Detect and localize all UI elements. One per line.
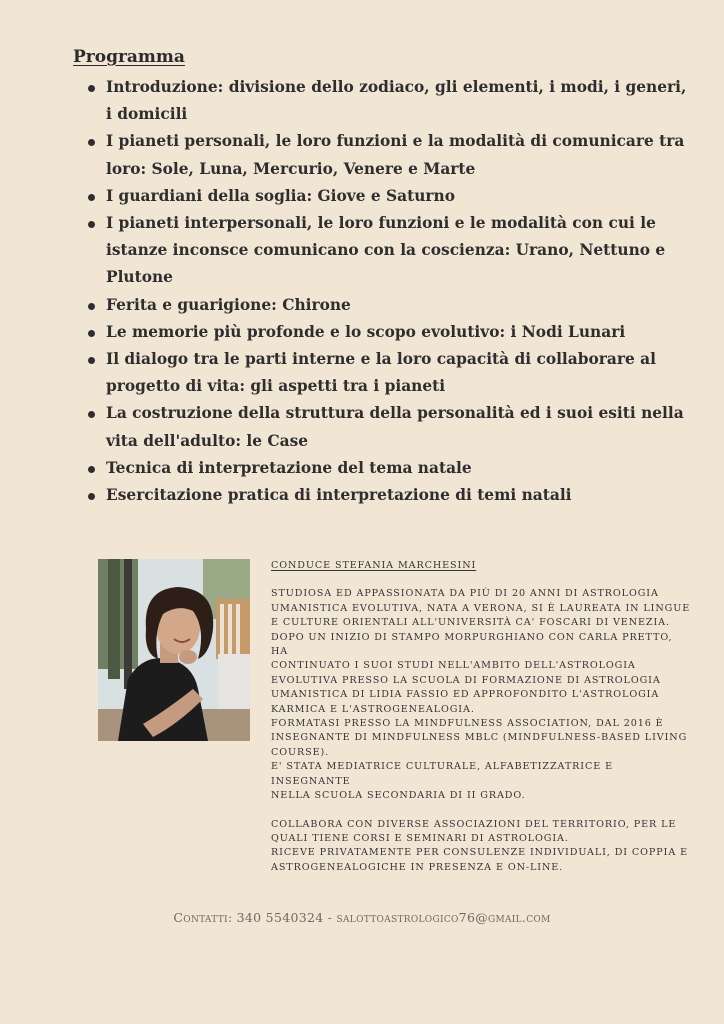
program-item: I guardiani della soglia: Giove e Saturno xyxy=(88,183,688,210)
program-item: Ferita e guarigione: Chirone xyxy=(88,292,688,319)
bio-title: CONDUCE STEFANIA MARCHESINI xyxy=(271,560,477,571)
bio-line: E' STATA MEDIATRICE CULTURALE, ALFABETIZZATRICE E INSEGNANTE xyxy=(271,761,613,787)
portrait-illustration xyxy=(98,559,250,741)
portrait-photo xyxy=(98,559,250,741)
bio-line: KARMICA E L'ASTROGENEALOGIA. xyxy=(271,703,475,715)
bio-line: UMANISTICA EVOLUTIVA, NATA A VERONA, SI È LAUREATA IN LINGUE xyxy=(271,602,691,614)
bio-line: STUDIOSA ED APPASSIONATA DA PIÙ DI 20 ANNI DI ASTROLOGIA xyxy=(271,588,659,600)
bullet-icon xyxy=(88,139,95,146)
bullet-icon xyxy=(88,194,95,201)
bio-line: DOPO UN INIZIO DI STAMPO MORPURGHIANO CON CARLA PRETTO, HA xyxy=(271,631,673,658)
bio-line: UMANISTICA DI LIDIA FASSIO ED APPROFONDITO L'ASTROLOGIA xyxy=(271,689,660,701)
bio-section xyxy=(271,559,691,875)
bio-line: CONTINUATO I SUOI STUDI NELL'AMBITO DELL'ASTROLOGIA xyxy=(271,660,636,672)
bio-line: INSEGNANTE DI MINDFULNESS MBLC (MINDFULNESS-BASED LIVING xyxy=(271,732,688,744)
bio-line: COURSE). xyxy=(271,746,330,758)
program-list xyxy=(88,74,688,509)
bio-line: FORMATASI PRESSO LA MINDFULNESS ASSOCIATION, DAL 2016 È xyxy=(271,718,664,730)
program-item: Introduzione: divisione dello zodiaco, gli elementi, i modi, i generi, i domicili xyxy=(88,74,688,128)
bullet-icon xyxy=(88,357,95,364)
program-item: Le memorie più profonde e lo scopo evolutivo: i Nodi Lunari xyxy=(88,319,688,346)
bullet-icon xyxy=(88,303,95,310)
bio-line: QUALI TIENE CORSI E SEMINARI DI ASTROLOGIA. xyxy=(271,832,569,844)
contacts-footer: Contatti: 340 5540324 - salottoastrologico76@gmail.com xyxy=(173,910,551,925)
bio-line: ASTROGENEALOGICHE IN PRESENZA E ON-LINE. xyxy=(271,861,564,873)
program-item: I pianeti personali, le loro funzioni e la modalità di comunicare tra loro: Sole, Luna, Mercurio, Venere e Marte xyxy=(88,128,688,182)
program-item: La costruzione della struttura della personalità ed i suoi esiti nella vita dell'adulto: le Case xyxy=(88,400,688,454)
program-item: I pianeti interpersonali, le loro funzioni e le modalità con cui le istanze inconsce comunicano con la coscienza: Urano, Nettuno e Plutone xyxy=(88,210,688,292)
bullet-icon xyxy=(88,85,95,92)
program-item: Esercitazione pratica di interpretazione di temi natali xyxy=(88,482,688,509)
program-heading: Programma xyxy=(73,47,185,67)
bullet-icon xyxy=(88,493,95,500)
bio-line: E CULTURE ORIENTALI ALL'UNIVERSITÀ CA' FOSCARI DI VENEZIA. xyxy=(271,617,670,629)
bio-line: EVOLUTIVA PRESSO LA SCUOLA DI FORMAZIONE DI ASTROLOGIA xyxy=(271,674,661,686)
bio-line: RICEVE PRIVATAMENTE PER CONSULENZE INDIVIDUALI, DI COPPIA E xyxy=(271,847,689,859)
bio-line: COLLABORA CON DIVERSE ASSOCIAZIONI DEL TERRITORIO, PER LE xyxy=(271,818,677,830)
bio-line: NELLA SCUOLA SECONDARIA DI II GRADO. xyxy=(271,790,526,802)
bullet-icon xyxy=(88,466,95,473)
program-item: Il dialogo tra le parti interne e la loro capacità di collaborare al progetto di vita: gli aspetti tra i pianeti xyxy=(88,346,688,400)
program-item: Tecnica di interpretazione del tema natale xyxy=(88,455,688,482)
bullet-icon xyxy=(88,221,95,228)
bullet-icon xyxy=(88,330,95,337)
bio-spacer xyxy=(271,804,691,818)
bullet-icon xyxy=(88,411,95,418)
